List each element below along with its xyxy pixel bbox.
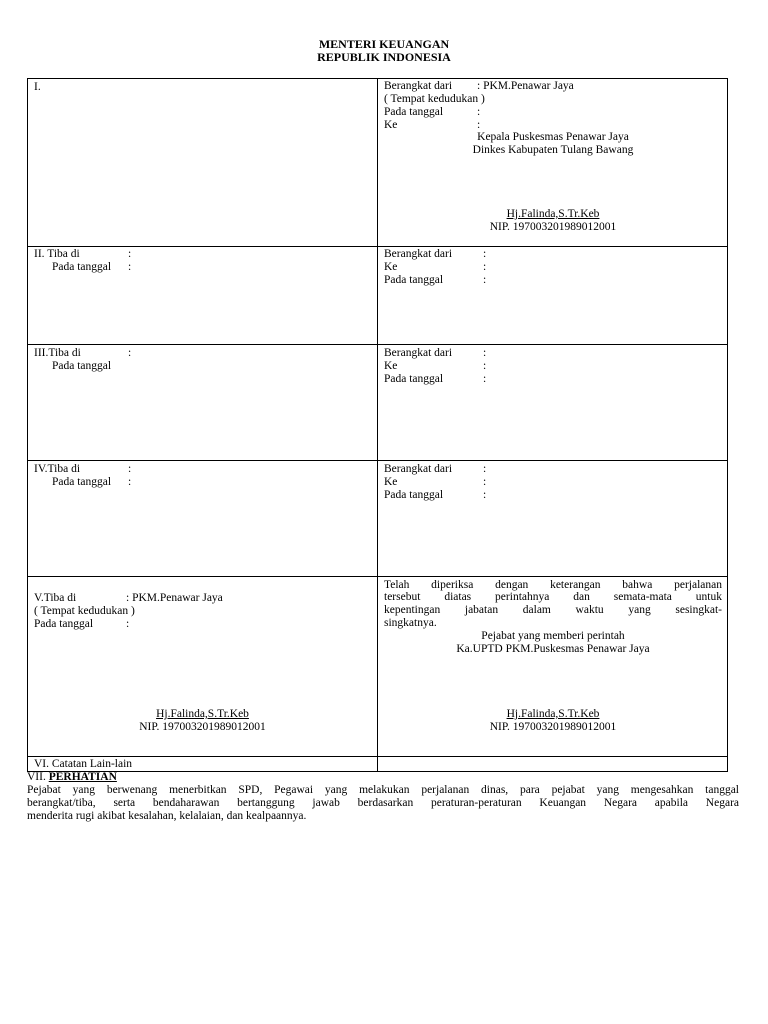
row1-pada-tanggal-label: Pada tanggal: [384, 106, 444, 118]
row1-official-line2: Dinkes Kabupaten Tulang Bawang: [472, 144, 634, 156]
table-border-right: [727, 78, 728, 772]
row5-pada-tanggal-label: Pada tanggal: [34, 618, 94, 630]
row4-pada-tanggal2-colon: :: [483, 489, 487, 501]
row5-right-signatory-name: Hj.Falinda,S.Tr.Keb: [506, 708, 600, 720]
row5-pejabat-line2: Ka.UPTD PKM.Puskesmas Penawar Jaya: [456, 643, 650, 655]
row5-note-line4: singkatnya.: [384, 617, 437, 629]
row1-berangkat-value: : PKM.Penawar Jaya: [477, 80, 574, 92]
row5-tiba-value: : PKM.Penawar Jaya: [126, 592, 223, 604]
row2-ke-label: Ke: [384, 261, 398, 273]
row3-pada-tanggal2-label: Pada tanggal: [384, 373, 444, 385]
row1-berangkat-label: Berangkat dari: [384, 80, 453, 92]
row5-tempat-kedudukan: ( Tempat kedudukan ): [34, 605, 135, 617]
row2-tiba-label: II. Tiba di: [34, 248, 80, 260]
row3-berangkat-label: Berangkat dari: [384, 347, 453, 359]
row1-tempat-kedudukan: ( Tempat kedudukan ): [384, 93, 485, 105]
perhatian-line2: berangkat/tiba, serta bendaharawan bertanggung jawab berdasarkan peraturan-peraturan Keuangan Negara apabila Negara: [27, 797, 739, 809]
row1-signatory-name: Hj.Falinda,S.Tr.Keb: [506, 208, 600, 220]
row2-ke-colon: :: [483, 261, 487, 273]
header-title: MENTERI KEUANGAN: [318, 37, 450, 51]
header-subtitle: REPUBLIK INDONESIA: [317, 50, 451, 64]
row6-catatan-label: VI. Catatan Lain-lain: [34, 758, 133, 770]
row3-berangkat-colon: :: [483, 347, 487, 359]
row3-pada-tanggal2-colon: :: [483, 373, 487, 385]
row5-note-line3: kepentingan jabatan dalam waktu yang sesingkat-: [384, 604, 722, 616]
row1-signatory-nip: NIP. 197003201989012001: [489, 221, 617, 233]
row3-tiba-label: III.Tiba di: [34, 347, 81, 359]
row1-pada-tanggal-colon: :: [477, 106, 481, 118]
perhatian-line3: menderita rugi akibat kesalahan, kelalaian, dan kealpaannya.: [27, 810, 307, 822]
row4-pada-tanggal2-label: Pada tanggal: [384, 489, 444, 501]
perhatian-line1: Pejabat yang berwenang menerbitkan SPD, Pegawai yang melakukan perjalanan dinas, para pejabat yang mengesahkan tanggal: [27, 784, 739, 796]
row5-left-signatory-name: Hj.Falinda,S.Tr.Keb: [156, 708, 249, 720]
perhatian-title: PERHATIAN: [48, 771, 117, 783]
perhatian-prefix: VII.: [27, 771, 46, 783]
row3-pada-tanggal-label: Pada tanggal: [52, 360, 112, 372]
perhatian-heading: [27, 771, 117, 784]
row4-pada-tanggal-colon: :: [128, 476, 132, 488]
row5-note-line2: tersebut diatas perintahnya dan semata-mata untuk: [384, 591, 722, 603]
row3-ke-colon: :: [483, 360, 487, 372]
row5-tiba-label: V.Tiba di: [34, 592, 77, 604]
row2-tiba-colon: :: [128, 248, 132, 260]
row4-ke-label: Ke: [384, 476, 398, 488]
row4-tiba-colon: :: [128, 463, 132, 475]
row2-pada-tanggal-colon: :: [128, 261, 132, 273]
row2-berangkat-colon: :: [483, 248, 487, 260]
row2-berangkat-label: Berangkat dari: [384, 248, 453, 260]
row5-pejabat-line1: Pejabat yang memberi perintah: [481, 630, 625, 642]
row1-official-line1: Kepala Puskesmas Penawar Jaya: [477, 131, 629, 143]
row1-ke-label: Ke: [384, 119, 398, 131]
row2-pada-tanggal-label: Pada tanggal: [52, 261, 112, 273]
row4-pada-tanggal-label: Pada tanggal: [52, 476, 112, 488]
row4-tiba-label: IV.Tiba di: [34, 463, 81, 475]
row1-number: I.: [34, 81, 41, 93]
row3-ke-label: Ke: [384, 360, 398, 372]
row3-tiba-colon: :: [128, 347, 132, 359]
row4-berangkat-label: Berangkat dari: [384, 463, 453, 475]
row2-pada-tanggal2-colon: :: [483, 274, 487, 286]
row5-left-signatory-nip: NIP. 197003201989012001: [139, 721, 266, 733]
row4-berangkat-colon: :: [483, 463, 487, 475]
row4-ke-colon: :: [483, 476, 487, 488]
row5-note-line1: Telah diperiksa dengan keterangan bahwa perjalanan: [384, 579, 722, 591]
row5-pada-tanggal-colon: :: [126, 618, 130, 630]
table-border-left: [27, 78, 28, 772]
row1-ke-colon: :: [477, 119, 481, 131]
row2-pada-tanggal2-label: Pada tanggal: [384, 274, 444, 286]
row5-right-signatory-nip: NIP. 197003201989012001: [489, 721, 617, 733]
column-divider: [377, 78, 378, 772]
